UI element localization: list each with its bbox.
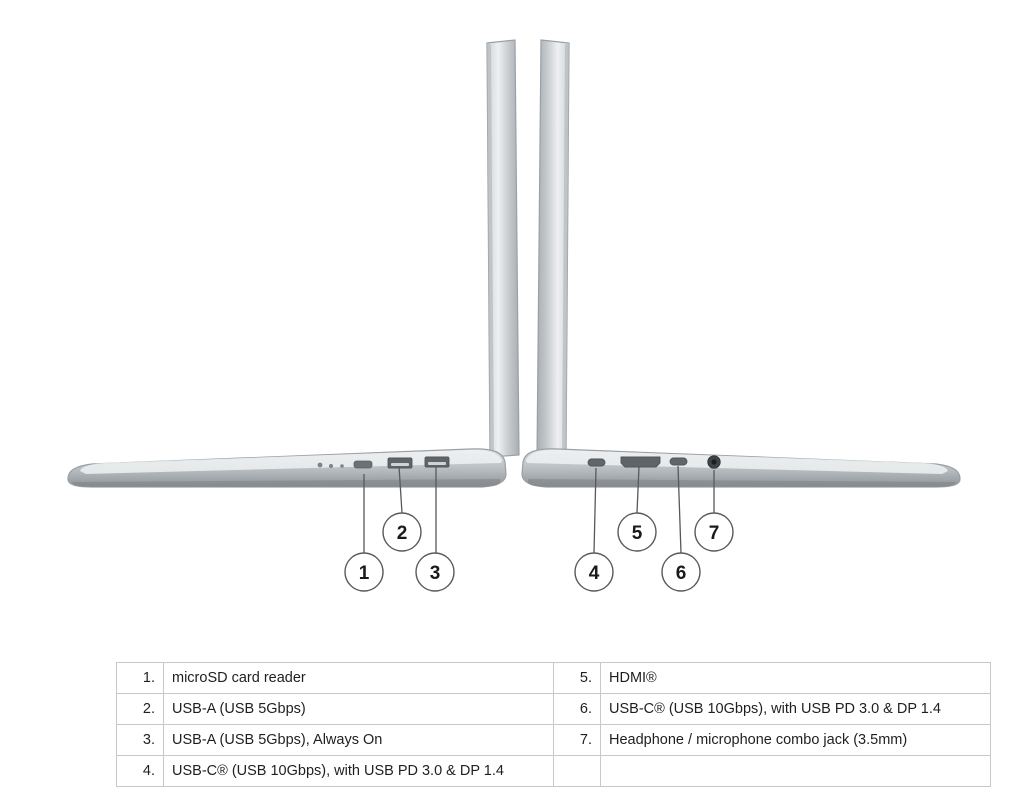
table-row <box>117 663 991 694</box>
callout-marker-7 <box>695 513 733 551</box>
left-indicator-dot-1 <box>318 463 323 468</box>
legend-label-3: USB-A (USB 5Gbps), Always On <box>164 725 554 756</box>
legend-label-2: USB-A (USB 5Gbps) <box>164 694 554 725</box>
legend-number-1: 1. <box>117 663 164 694</box>
legend-label-7: Headphone / microphone combo jack (3.5mm) <box>601 725 991 756</box>
callout-number-5: 5 <box>631 523 643 544</box>
callout-marker-1 <box>345 553 383 591</box>
callout-marker-5 <box>618 513 656 551</box>
callout-number-6: 6 <box>675 563 687 584</box>
laptop-left-profile <box>68 40 519 487</box>
legend-label-5: HDMI® <box>601 663 991 694</box>
legend-number-7: 7. <box>554 725 601 756</box>
table-row <box>117 725 991 756</box>
callout-marker-2 <box>383 513 421 551</box>
usb-c-port-right <box>670 458 687 465</box>
legend-label-1: microSD card reader <box>164 663 554 694</box>
legend-number-5: 5. <box>554 663 601 694</box>
legend-label-empty <box>601 756 991 787</box>
laptop-right-profile <box>522 40 960 487</box>
legend-number-6: 6. <box>554 694 601 725</box>
usb-c-port-left <box>588 459 605 466</box>
headphone-jack-inner <box>711 459 716 464</box>
legend-number-2: 2. <box>117 694 164 725</box>
legend-label-6: USB-C® (USB 10Gbps), with USB PD 3.0 & DP 1.4 <box>601 694 991 725</box>
callout-marker-6 <box>662 553 700 591</box>
callout-number-7: 7 <box>708 523 720 544</box>
left-indicator-dot-2 <box>329 464 333 468</box>
legend-label-4: USB-C® (USB 10Gbps), with USB PD 3.0 & DP 1.4 <box>164 756 554 787</box>
table-row <box>117 694 991 725</box>
callout-number-1: 1 <box>358 563 370 584</box>
port-legend-table <box>116 662 991 787</box>
legend-number-3: 3. <box>117 725 164 756</box>
callout-markers <box>345 513 733 591</box>
usb-a-port-1-insert <box>391 463 409 466</box>
usb-a-port-2-insert <box>428 462 446 465</box>
hdmi-port <box>621 457 660 467</box>
callout-number-2: 2 <box>396 523 408 544</box>
table-row <box>117 756 991 787</box>
callout-number-3: 3 <box>429 563 441 584</box>
microsd-card-reader-port <box>354 461 372 468</box>
legend-number-empty <box>554 756 601 787</box>
callout-marker-3 <box>416 553 454 591</box>
legend-number-4: 4. <box>117 756 164 787</box>
left-indicator-dot-3 <box>340 464 344 468</box>
callout-number-4: 4 <box>588 563 600 584</box>
callout-marker-4 <box>575 553 613 591</box>
